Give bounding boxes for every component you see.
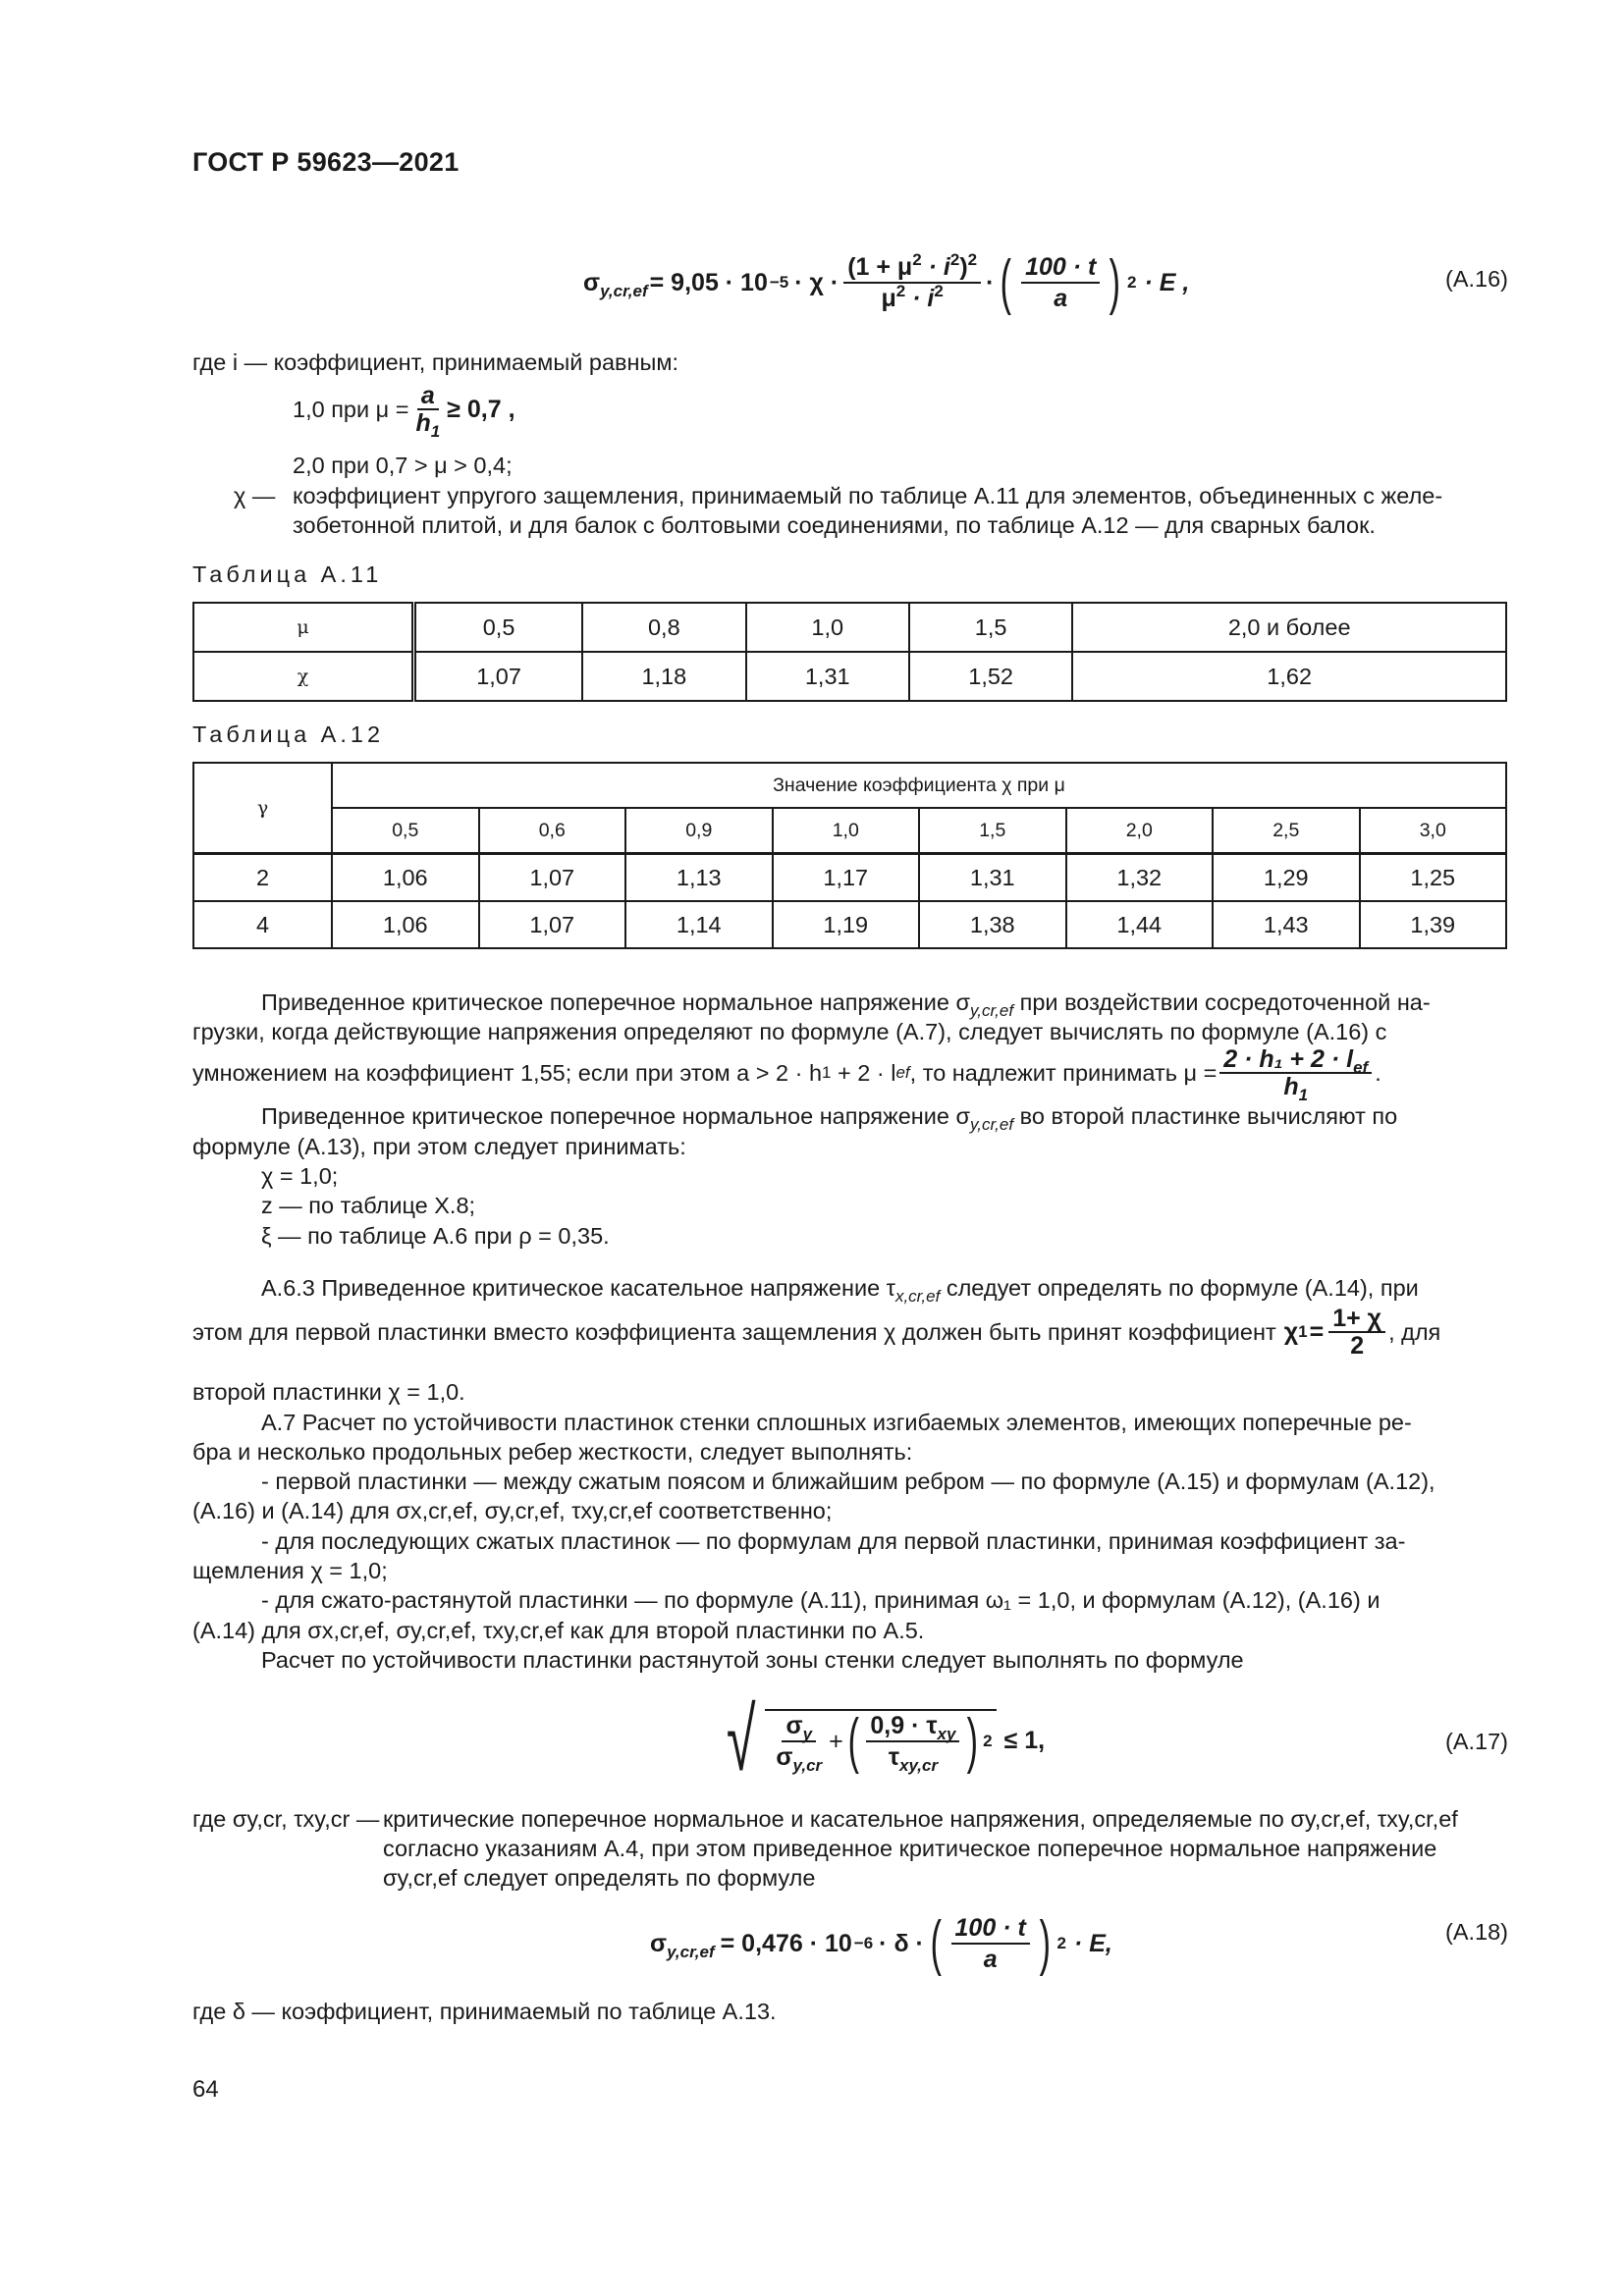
table-cell: Значение коэффициента χ при μ <box>332 763 1506 808</box>
table-cell: 1,19 <box>773 901 920 948</box>
table-a12-caption: Таблица А.12 <box>192 721 385 747</box>
formula-a17-number: (А.17) <box>1445 1729 1508 1754</box>
formula-a17: √ $\frac{\sigma_y}{\sigma_{y,cr}}$ + ( $\frac{0,9 \cdot \tau_{xy}}{\tau_{xy,cr}}$ ) 2 ≤ 1, <box>726 1691 1046 1789</box>
table-row <box>193 603 1506 652</box>
formula-a16-number: (А.16) <box>1445 266 1508 292</box>
paragraph-2-item-1: χ = 1,0; <box>261 1163 339 1189</box>
paragraph-2-item-3: ξ — по таблице А.6 при ρ = 0,35. <box>261 1223 610 1249</box>
table-cell: 1,5 <box>919 808 1066 854</box>
table-a12 <box>192 762 1507 949</box>
where-a17-line-2: согласно указаниям А.4, при этом приведенное критическое поперечное нормальное напряжение <box>383 1836 1437 1861</box>
table-cell: μ <box>193 603 414 652</box>
table-cell: 0,5 <box>414 603 583 652</box>
where-a17-line-3: σy,cr,ef следует определять по формуле <box>383 1865 816 1891</box>
table-cell: 1,14 <box>625 901 773 948</box>
where-i-line: где i — коэффициент, принимаемый равным: <box>192 349 679 375</box>
formula-a16-lhs: $\sigma_{y,cr,ef}$ <box>583 269 648 300</box>
table-cell: 1,07 <box>414 652 583 701</box>
table-cell: 0,5 <box>332 808 479 854</box>
table-cell: 2 <box>193 854 332 902</box>
formula-a18-frac: $\frac{100 \cdot t}{a}$ <box>951 1913 1030 1974</box>
chi-definition-line-2: зобетонной плитой, и для балок с болтовыми соединениями, по таблице А.12 — для сварных балок. <box>293 512 1376 538</box>
table-cell: 1,52 <box>909 652 1072 701</box>
table-row <box>193 854 1506 902</box>
table-row <box>193 652 1506 701</box>
table-a11 <box>192 602 1507 702</box>
formula-a18: $\sigma_{y,cr,ef}$ = 0,476 · 10 −6 · δ · ( $\frac{100 \cdot t}{a}$ ) 2 · E, <box>650 1909 1112 1977</box>
table-cell: 3,0 <box>1360 808 1507 854</box>
formula-a17-frac2: $\frac{0,9 \cdot \tau_{xy}}{\tau_{xy,cr}}$ <box>866 1711 959 1772</box>
a7-line-6: щемления χ = 1,0; <box>192 1558 388 1583</box>
table-cell: 1,31 <box>919 854 1066 902</box>
paragraph-1-line-3: умножением на коэффициент 1,55; если при этом a > 2 · h 1 + 2 · l ef , то надлежит принимать μ = $\frac{2 \cdot h_1 + 2 \cdot l_{ef}}{h_1}$ . <box>192 1045 1381 1104</box>
table-row <box>193 901 1506 948</box>
formula-a16-tail: · E , <box>1144 269 1190 296</box>
table-cell: 1,44 <box>1066 901 1214 948</box>
a63-line-3: второй пластинки χ = 1,0. <box>192 1379 465 1405</box>
table-cell: 1,06 <box>332 901 479 948</box>
a7-line-3: - первой пластинки — между сжатым поясом и ближайшим ребром — по формуле (А.15) и формулам (А.12), <box>261 1468 1435 1494</box>
table-cell: 0,8 <box>582 603 745 652</box>
table-cell: 1,32 <box>1066 854 1214 902</box>
table-cell: 4 <box>193 901 332 948</box>
mu-fraction: $\frac{2 \cdot h_1 + 2 \cdot l_{ef}}{h_1}$ <box>1219 1046 1372 1099</box>
table-cell: 0,6 <box>479 808 626 854</box>
table-cell: 1,25 <box>1360 854 1507 902</box>
table-cell: γ <box>193 763 332 854</box>
table-cell: 2,0 <box>1066 808 1214 854</box>
table-cell: 1,07 <box>479 901 626 948</box>
i-value-1: 1,0 при μ = $\frac{a}{h_1}$ ≥ 0,7 , <box>293 382 515 441</box>
table-cell: 1,62 <box>1072 652 1506 701</box>
table-cell: 1,0 <box>773 808 920 854</box>
formula-a17-tail: ≤ 1, <box>1003 1727 1046 1754</box>
paragraph-2-line-1: Приведенное критическое поперечное нормальное напряжение $\sigma_{y,cr,ef}$ во второй пластинке вычисляют по <box>261 1103 1398 1134</box>
formula-a16-frac: $\frac{(1 + \mu^2 \cdot i^2)^2}{\mu^2 \cdot i^2}$ <box>843 252 981 313</box>
chi-symbol: χ — <box>234 483 276 508</box>
table-cell: 0,9 <box>625 808 773 854</box>
table-cell: 1,39 <box>1360 901 1507 948</box>
a7-line-7: - для сжато-растянутой пластинки — по формуле (А.11), принимая ω₁ = 1,0, и формулам (А.12), (А.16) и <box>261 1587 1380 1613</box>
table-row <box>193 763 1506 808</box>
table-cell: 1,38 <box>919 901 1066 948</box>
i-value-2: 2,0 при 0,7 > μ > 0,4; <box>293 453 513 478</box>
table-cell: 1,06 <box>332 854 479 902</box>
document-header: ГОСТ Р 59623—2021 <box>192 147 460 177</box>
table-cell: 1,29 <box>1213 854 1360 902</box>
paragraph-2-item-2: z — по таблице Х.8; <box>261 1193 476 1218</box>
table-cell: χ <box>193 652 414 701</box>
a7-line-5: - для последующих сжатых пластинок — по формулам для первой пластинки, принимая коэффициент за- <box>261 1528 1406 1554</box>
a7-line-2: бра и несколько продольных ребер жесткости, следует выполнять: <box>192 1439 913 1465</box>
table-cell: 2,5 <box>1213 808 1360 854</box>
formula-a18-number: (А.18) <box>1445 1919 1508 1945</box>
table-cell: 1,43 <box>1213 901 1360 948</box>
formula-a16: $\sigma_{y,cr,ef}$ = 9,05 · 10 −5 · χ · $\frac{(1 + \mu^2 \cdot i^2)^2}{\mu^2 \cdot i^2}$ · ( $\frac{100 \cdot t}{a}$ ) 2 · E , <box>583 248 1190 316</box>
table-cell: 1,18 <box>582 652 745 701</box>
paragraph-1-line-2: грузки, когда действующие напряжения определяют по формуле (А.7), следует вычислять по формуле (А.16) с <box>192 1019 1387 1044</box>
a7-line-8: (А.14) для σx,cr,ef, σy,cr,ef, τxy,cr,ef как для второй пластинки по А.5. <box>192 1618 925 1643</box>
a7-line-4: (А.16) и (А.14) для σx,cr,ef, σy,cr,ef, τxy,cr,ef соответственно; <box>192 1498 833 1523</box>
formula-a16-frac2: $\frac{100 \cdot t}{a}$ <box>1021 252 1100 313</box>
where-a17-line-1: критические поперечное нормальное и касательное напряжения, определяемые по σy,cr,ef, τxy,cr,ef <box>383 1806 1458 1832</box>
table-cell: 1,13 <box>625 854 773 902</box>
paragraph-1-line-1: Приведенное критическое поперечное нормальное напряжение $\sigma_{y,cr,ef}$ при воздействии сосредоточенной на- <box>261 989 1431 1020</box>
formula-a16-dot: · <box>986 269 995 296</box>
table-cell: 1,31 <box>746 652 909 701</box>
formula-a16-chi: · χ · <box>794 269 839 296</box>
table-row <box>193 808 1506 854</box>
a63-line-1: А.6.3 Приведенное критическое касательное напряжение $\tau_{x,cr,ef}$ следует определять по формуле (А.14), при <box>261 1275 1419 1306</box>
table-cell: 1,17 <box>773 854 920 902</box>
where-a18: где δ — коэффициент, принимаемый по таблице А.13. <box>192 1999 777 2024</box>
table-cell: 1,0 <box>746 603 909 652</box>
table-a11-caption: Таблица А.11 <box>192 561 383 587</box>
a7-line-9: Расчет по устойчивости пластинки растянутой зоны стенки следует выполнять по формуле <box>261 1647 1244 1673</box>
a7-line-1: А.7 Расчет по устойчивости пластинок стенки сплошных изгибаемых элементов, имеющих поперечные ре- <box>261 1410 1412 1435</box>
formula-a17-frac1: $\frac{\sigma_y}{\sigma_{y,cr}}$ <box>776 1712 823 1775</box>
formula-a16-eq: = 9,05 · 10 <box>649 269 768 296</box>
table-cell: 1,5 <box>909 603 1072 652</box>
a63-line-2: этом для первой пластинки вместо коэффициента защемления χ должен быть принят коэффициент χ 1 = $\frac{1+ \chi}{2}$ , для <box>192 1305 1441 1360</box>
table-cell: 1,07 <box>479 854 626 902</box>
paragraph-2-line-2: формуле (А.13), при этом следует принимать: <box>192 1134 686 1159</box>
page-number: 64 <box>192 2076 219 2103</box>
chi-definition-line-1: коэффициент упругого защемления, принимаемый по таблице А.11 для элементов, объединенных с желе- <box>293 483 1443 508</box>
table-cell: 2,0 и более <box>1072 603 1506 652</box>
where-a17-lead: где σy,cr, τxy,cr — <box>192 1806 380 1832</box>
